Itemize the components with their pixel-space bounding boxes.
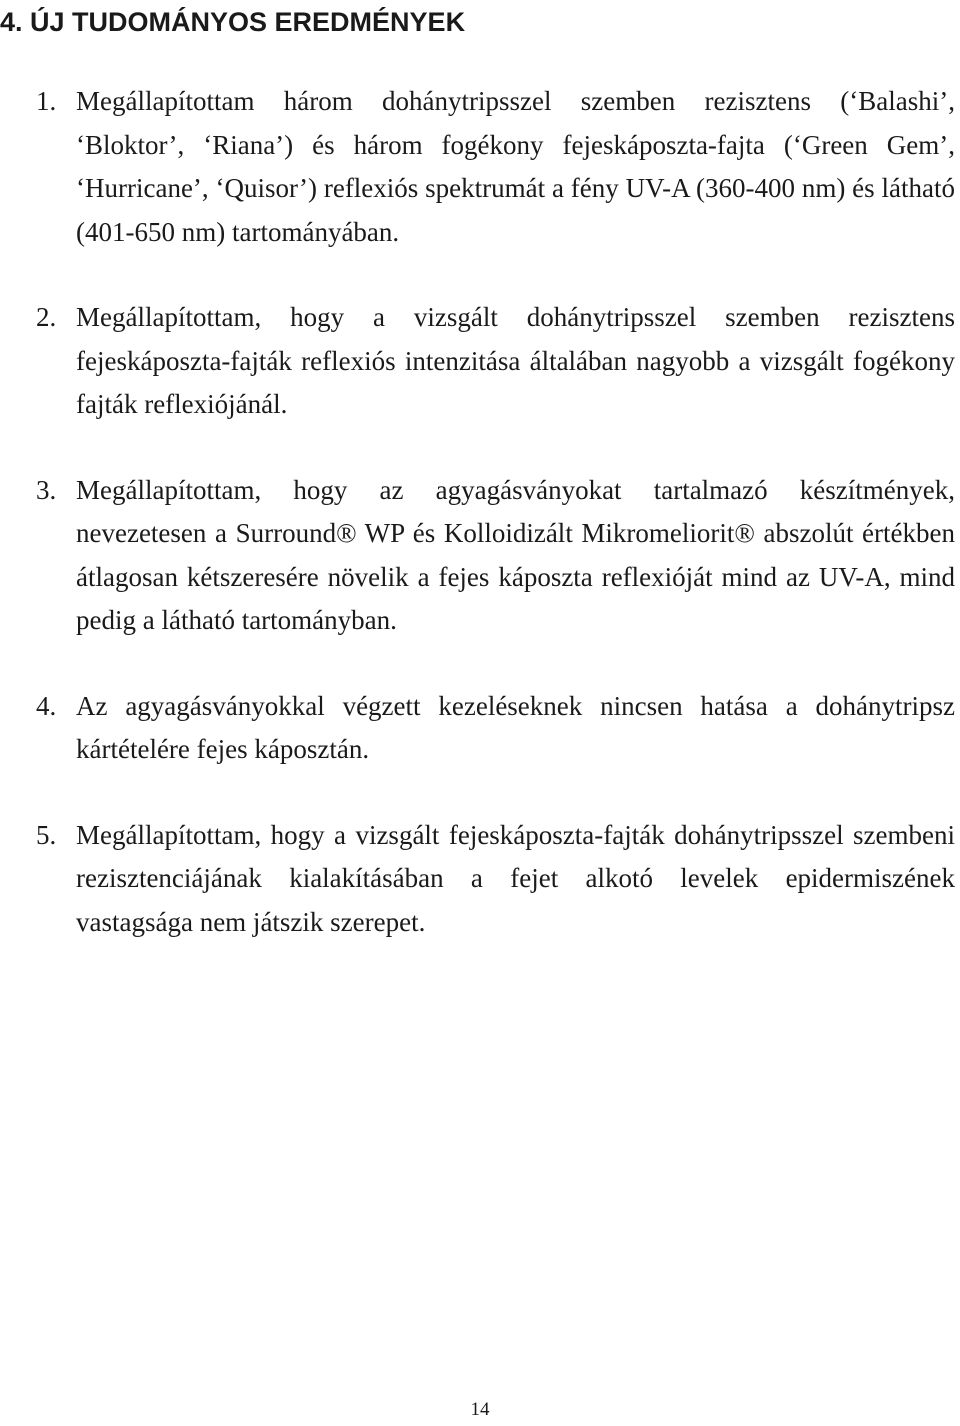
item-text: Megállapítottam, hogy az agyagásványokat tartalmazó készítmények, nevezetesen a Surround® WP és Kolloidizált Mikromeliorit® abszolút értékben átlagosan kétszeresére növelik a fejes káposzta reflexióját mind az UV-A, mind pedig a látható tartományban. (76, 474, 955, 635)
item-number: 5. (36, 819, 57, 850)
results-list (0, 80, 955, 986)
list-item (0, 296, 955, 427)
item-number: 2. (36, 302, 57, 332)
item-text: Megállapítottam három dohánytripsszel szemben rezisztens (‘Balashi’, ‘Bloktor’, ‘Riana’) és három fogékony fejeskáposzta-fajta (‘Green Gem’, ‘Hurricane’, ‘Quisor’) reflexiós spektrumát a fény UV-A (360-400 nm) és látható (401-650 nm) tartományában. (76, 86, 955, 247)
item-number: 1. (36, 86, 57, 116)
item-number: 3. (36, 474, 57, 505)
item-number: 4. (36, 690, 57, 721)
page-number: 14 (470, 1399, 490, 1420)
list-item (0, 80, 955, 254)
item-text: Megállapítottam, hogy a vizsgált dohánytripsszel szemben rezisztens fejeskáposzta-fajták reflexiós intenzitása általában nagyobb a vizsgált fogékony fajták reflexiójánál. (76, 302, 955, 419)
list-item (0, 814, 955, 945)
item-text: Megállapítottam, hogy a vizsgált fejeskáposzta-fajták dohánytripsszel szembeni rezisztenciájának kialakításában a fejet alkotó levelek epidermiszének vastagsága nem játszik szerepet. (76, 819, 955, 937)
list-item (0, 469, 955, 643)
section-heading: 4. ÚJ TUDOMÁNYOS EREDMÉNYEK (0, 7, 466, 37)
list-item (0, 685, 955, 772)
item-text: Az agyagásványokkal végzett kezeléseknek nincsen hatása a dohánytripsz kártételére fejes káposztán. (76, 690, 955, 764)
